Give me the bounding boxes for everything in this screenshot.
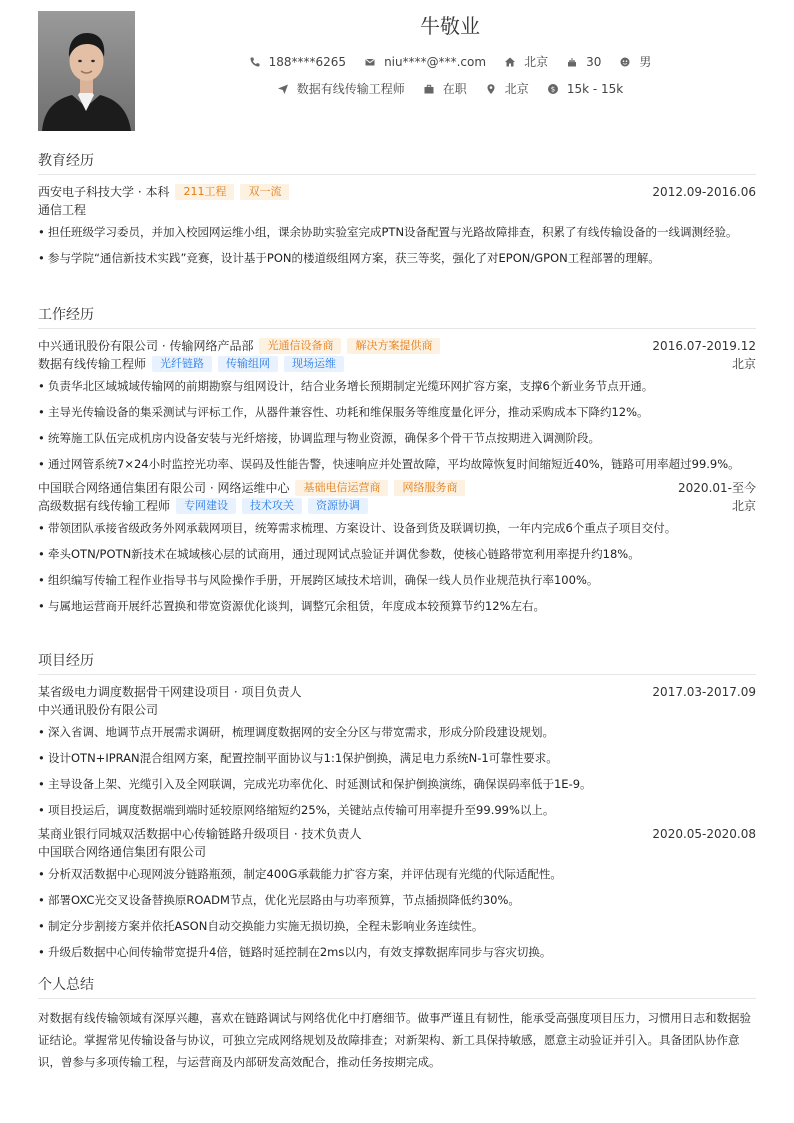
location-pin-icon bbox=[485, 83, 497, 95]
company-name: 中兴通讯股份有限公司 · 传输网络产品部 bbox=[38, 339, 254, 353]
role-tag: 资源协调 bbox=[308, 498, 368, 514]
phone-item bbox=[249, 53, 346, 70]
project-date: 2020.05-2020.08 bbox=[652, 827, 756, 841]
project-org: 中国联合网络通信集团有限公司 bbox=[38, 845, 207, 859]
status-item bbox=[423, 80, 467, 97]
list-item: • 制定分步割接方案并依托ASON自动交换能力实施无损切换，全程未影响业务连续性。 bbox=[38, 915, 756, 937]
company-tag: 网络服务商 bbox=[394, 480, 465, 496]
home-icon bbox=[504, 56, 516, 68]
education-bullets bbox=[38, 221, 756, 269]
projects-section bbox=[38, 650, 756, 967]
company-tag: 基础电信运营商 bbox=[295, 480, 388, 496]
gender-icon bbox=[619, 56, 631, 68]
job-date: 2020.01-至今 bbox=[678, 481, 756, 495]
role-name: 数据有线传输工程师 bbox=[38, 357, 147, 371]
role-name: 高级数据有线传输工程师 bbox=[38, 499, 171, 513]
svg-text:$: $ bbox=[550, 84, 556, 93]
role-tag: 传输组网 bbox=[218, 356, 278, 372]
job-city: 北京 bbox=[731, 499, 756, 513]
salary-item bbox=[547, 80, 623, 97]
summary-text: 对数据有线传输领域有深厚兴趣，喜欢在链路调试与网络优化中打磨细节。做事严谨且有韧性，能承受高强度项目压力，习惯用日志和数据验证结论。掌握常见传输设备与协议，可独立完成网络规划及故障排查；对新架构、新工具保持敏感，愿意主动验证并引入。具备团队协作意识，曾参与多项传输工程，与运营商及内部研发高效配合，推动任务按期完成。 bbox=[38, 1011, 751, 1069]
project-org: 中兴通讯股份有限公司 bbox=[38, 703, 159, 717]
list-item: • 牵头OTN/POTN新技术在城域核心层的试商用，通过现网试点验证并调优参数，使核心链路带宽利用率提升约18%。 bbox=[38, 543, 756, 565]
role-tag: 光纤链路 bbox=[152, 356, 212, 372]
job-role-row bbox=[38, 355, 756, 373]
education-section bbox=[38, 150, 756, 273]
list-item: • 与属地运营商开展纤芯置换和带宽资源优化谈判，调整冗余租赁，年度成本较预算节约12%左右。 bbox=[38, 595, 756, 617]
target-position-text: 数据有线传输工程师 bbox=[296, 82, 405, 96]
job-bullets bbox=[38, 517, 756, 617]
target-city-item bbox=[485, 80, 529, 97]
job-company-row bbox=[38, 479, 756, 497]
project-bullets bbox=[38, 863, 756, 963]
role-tag: 技术攻关 bbox=[242, 498, 302, 514]
list-item: • 参与学院“通信新技术实践”竞赛，设计基于PON的楼道级组网方案，获三等奖，强化了对EPON/GPON工程部署的理解。 bbox=[38, 247, 756, 269]
hometown-item bbox=[504, 53, 548, 70]
list-item: • 通过网管系统7×24小时监控光功率、误码及性能告警，快速响应并处置故障，平均故障恢复时间缩短近40%，链路可用率超过99.9%。 bbox=[38, 453, 756, 475]
cake-icon bbox=[566, 56, 578, 68]
target-position-item bbox=[277, 80, 405, 97]
status-text: 在职 bbox=[442, 82, 467, 96]
school-tag: 211工程 bbox=[175, 184, 234, 200]
project-name: 某商业银行同城双活数据中心传输链路升级项目 · 技术负责人 bbox=[38, 827, 362, 841]
project-entry bbox=[38, 825, 756, 963]
list-item: • 担任班级学习委员，并加入校园网运维小组，课余协助实验室完成PTN设备配置与光路故障排查，积累了有线传输设备的一线调测经验。 bbox=[38, 221, 756, 243]
section-title: 教育经历 bbox=[38, 150, 756, 175]
project-header bbox=[38, 683, 756, 701]
age-item bbox=[566, 53, 601, 70]
candidate-name: 牛敬业 bbox=[420, 14, 480, 38]
major: 通信工程 bbox=[38, 203, 87, 217]
list-item: • 组织编写传输工程作业指导书与风险操作手册，开展跨区域技术培训，确保一线人员作业规范执行率100%。 bbox=[38, 569, 756, 591]
portrait-image bbox=[38, 11, 135, 131]
job-info-row bbox=[144, 80, 756, 97]
list-item: • 升级后数据中心间传输带宽提升4倍，链路时延控制在2ms以内，有效支撑数据库同步与容灾切换。 bbox=[38, 941, 756, 963]
job-company-row bbox=[38, 337, 756, 355]
phone-icon bbox=[249, 56, 261, 68]
job-bullets bbox=[38, 375, 756, 475]
job-entry bbox=[38, 337, 756, 475]
list-item: • 主导光传输设备的集采测试与评标工作，从器件兼容性、功耗和维保服务等维度量化评分，推动采购成本下降约12%。 bbox=[38, 401, 756, 423]
project-header bbox=[38, 825, 756, 843]
project-bullets bbox=[38, 721, 756, 821]
list-item: • 分析双活数据中心现网波分链路瓶颈，制定400G承载能力扩容方案，并评估现有光缆的代际适配性。 bbox=[38, 863, 756, 885]
company-tag: 光通信设备商 bbox=[259, 338, 341, 354]
education-header bbox=[38, 183, 756, 201]
target-city-text: 北京 bbox=[504, 82, 529, 96]
contact-info-row bbox=[144, 53, 756, 70]
list-item: • 带领团队承接省级政务外网承载网项目，统筹需求梳理、方案设计、设备到货及联调切换，一年内完成6个重点子项目交付。 bbox=[38, 517, 756, 539]
job-date: 2016.07-2019.12 bbox=[652, 339, 756, 353]
project-date: 2017.03-2017.09 bbox=[652, 685, 756, 699]
job-city: 北京 bbox=[731, 357, 756, 371]
email-item bbox=[364, 53, 486, 70]
school-name: 西安电子科技大学 · 本科 bbox=[38, 185, 170, 199]
section-title: 个人总结 bbox=[38, 974, 756, 999]
company-tag: 解决方案提供商 bbox=[347, 338, 440, 354]
age-text: 30 bbox=[586, 54, 602, 69]
hometown-text: 北京 bbox=[524, 55, 549, 69]
summary-section bbox=[38, 974, 756, 1073]
role-tag: 现场运维 bbox=[284, 356, 344, 372]
education-date: 2012.09-2016.06 bbox=[652, 185, 756, 199]
list-item: • 负责华北区域城域传输网的前期勘察与组网设计，结合业务增长预期制定光缆环网扩容方案，支撑6个新业务节点开通。 bbox=[38, 375, 756, 397]
company-name: 中国联合网络通信集团有限公司 · 网络运维中心 bbox=[38, 481, 290, 495]
mail-icon bbox=[364, 56, 376, 68]
list-item: • 部署OXC光交叉设备替换原ROADM节点，优化光层路由与功率预算，节点插损降低约30%。 bbox=[38, 889, 756, 911]
list-item: • 统筹施工队伍完成机房内设备安装与光纤熔接，协调监理与物业资源，确保多个骨干节点按期进入调测阶段。 bbox=[38, 427, 756, 449]
project-entry bbox=[38, 683, 756, 821]
section-title: 工作经历 bbox=[38, 304, 756, 329]
list-item: • 主导设备上架、光缆引入及全网联调，完成光功率优化、时延测试和保护倒换演练，确保误码率低于1E-9。 bbox=[38, 773, 756, 795]
project-name: 某省级电力调度数据骨干网建设项目 · 项目负责人 bbox=[38, 685, 302, 699]
salary-text: 15k - 15k bbox=[566, 81, 624, 96]
job-role-row bbox=[38, 497, 756, 515]
briefcase-icon bbox=[423, 83, 435, 95]
email-text: niu****@***.com bbox=[384, 54, 487, 69]
gender-text: 男 bbox=[639, 55, 652, 69]
list-item: • 深入省调、地调节点开展需求调研，梳理调度数据网的安全分区与带宽需求，形成分阶段建设规划。 bbox=[38, 721, 756, 743]
list-item: • 设计OTN+IPRAN混合组网方案，配置控制平面协议与1:1保护倒换，满足电力系统N-1可靠性要求。 bbox=[38, 747, 756, 769]
list-item: • 项目投运后，调度数据端到端时延较原网络缩短约25%，关键站点传输可用率提升至99.99%以上。 bbox=[38, 799, 756, 821]
profile-photo bbox=[38, 11, 135, 131]
gender-item bbox=[619, 53, 651, 70]
work-section bbox=[38, 304, 756, 621]
role-tag: 专网建设 bbox=[176, 498, 236, 514]
section-title: 项目经历 bbox=[38, 650, 756, 675]
money-icon bbox=[547, 83, 559, 95]
phone-text: 188****6265 bbox=[268, 54, 347, 69]
send-icon bbox=[277, 83, 289, 95]
school-tag: 双一流 bbox=[240, 184, 289, 200]
job-entry bbox=[38, 479, 756, 617]
